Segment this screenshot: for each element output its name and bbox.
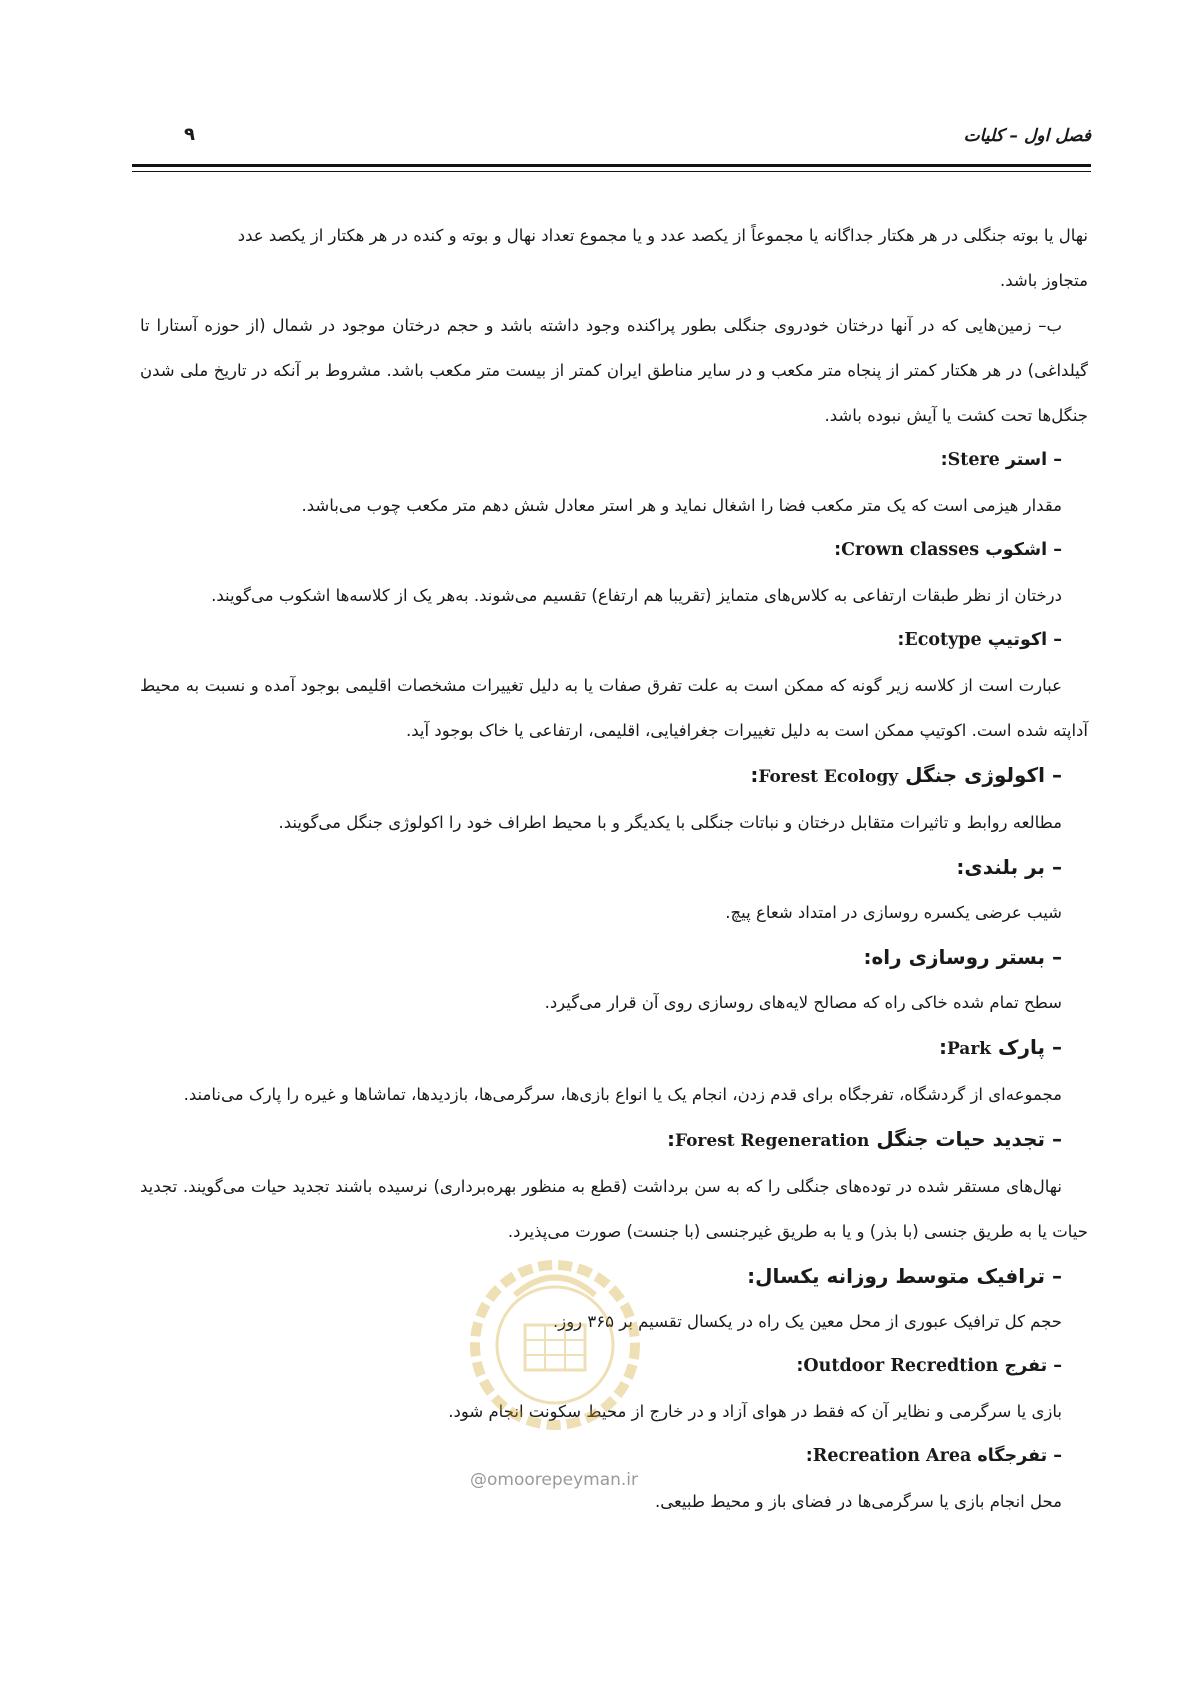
header-rule-thin	[132, 171, 1091, 172]
header-rule-thick	[132, 164, 1091, 167]
term-park	[140, 1025, 1088, 1072]
paragraph-2: ب– زمین‌هایی که در آنها درختان خودروی جنگلی بطور پراکنده وجود داشته باشد و حجم درختان موجود در شمال (از حوزه آستارا تا گیلداغی) در هر هکتار کمتر از پنجاه متر مکعب و در سایر مناطق ایران کمتر از بیست متر مکعب باشد. مشروط بر آنکه در تاریخ ملی شدن جنگل‌ها تحت کشت یا آیش نبوده باشد.	[140, 316, 1088, 425]
paragraph-1-line-2: متجاوز باشد.	[999, 271, 1088, 290]
term-en: Forest Ecology	[758, 767, 899, 787]
term-en: Forest Regeneration	[674, 1131, 870, 1151]
term-colon: :	[940, 450, 948, 470]
term-crown-classes	[140, 528, 1088, 573]
term-forest-regeneration	[140, 1117, 1088, 1164]
term-fa: – تجدید حیات جنگل	[869, 1127, 1062, 1151]
watermark-text: @omoorepeyman.ir	[470, 1470, 639, 1490]
term-colon: :	[796, 1356, 804, 1376]
paragraph-1	[140, 213, 1088, 303]
definition-aadt: حجم کل ترافیک عبوری از محل معین یک راه در یکسال تقسیم بر ۳۶۵ روز.	[552, 1312, 1062, 1331]
term-colon: :	[666, 1127, 675, 1151]
definition-outdoor-recreation: بازی یا سرگرمی و نظایر آن که فقط در هوای آزاد و در خارج از محیط سکونت انجام شود.	[448, 1402, 1062, 1421]
definition-recreation-area: محل انجام بازی یا سرگرمی‌ها در فضای باز و محیط طبیعی.	[654, 1492, 1062, 1511]
term-subgrade	[140, 935, 1088, 980]
paragraph-1-line-1: نهال یا بوته جنگلی در هر هکتار جداگانه یا مجموعاً از یکصد عدد و یا مجموع تعداد نهال و بوته و کنده در هر هکتار از یکصد عدد	[237, 226, 1088, 245]
term-fa: – بستر روسازی راه:	[863, 945, 1062, 969]
term-fa: – اشکوب	[979, 540, 1062, 560]
term-superelevation	[140, 845, 1088, 890]
term-stere	[140, 438, 1088, 483]
term-fa: – اکولوژی جنگل	[898, 763, 1062, 787]
term-colon: :	[805, 1446, 813, 1466]
term-fa: – استر	[999, 450, 1062, 470]
term-fa: – ترافیک متوسط روزانه یکسال:	[747, 1264, 1062, 1288]
definition-crown-classes: درختان از نظر طبقات ارتفاعی به کلاس‌های متمایز (تقریبا هم ارتفاع) تقسیم می‌شوند. به‌هر یک از کلاسه‌ها اشکوب می‌گویند.	[211, 586, 1062, 605]
running-title: فصل اول – کلیات	[963, 126, 1091, 146]
definition-stere: مقدار هیزمی است که یک متر مکعب فضا را اشغال نماید و هر استر معادل شش دهم متر مکعب چوب می‌باشد.	[301, 496, 1062, 515]
term-colon: :	[750, 763, 759, 787]
term-forest-ecology	[140, 753, 1088, 800]
definition-forest-ecology: مطالعه روابط و تاثیرات متقابل درختان و نباتات جنگلی با یکدیگر و با محیط اطراف خود را اکولوژی جنگل می‌گویند.	[278, 813, 1062, 832]
watermark-seal-icon	[455, 1240, 655, 1470]
page-header	[132, 112, 1091, 172]
definition-superelevation: شیب عرضی یکسره روسازی در امتداد شعاع پیچ.	[725, 903, 1062, 922]
term-en: Recreation Area	[812, 1446, 972, 1466]
term-fa: – اکوتیپ	[981, 630, 1062, 650]
term-en: Ecotype	[904, 630, 982, 650]
term-fa: – تفرجگاه	[971, 1446, 1062, 1466]
definition-forest-regeneration: نهال‌های مستقر شده در توده‌های جنگلی را که به سن برداشت (قطع به منظور بهره‌برداری) نرسیده باشند تجدید حیات می‌گویند. تجدید حیات یا به طریق جنسی (با بذر) و یا به طریق غیرجنسی (با جنست) صورت می‌پذیرد.	[140, 1177, 1088, 1241]
term-colon: :	[834, 540, 842, 560]
term-colon: :	[897, 630, 905, 650]
term-fa: – تفرج	[998, 1356, 1062, 1376]
term-en: Outdoor Recredtion	[803, 1356, 999, 1376]
definition-park: مجموعه‌ای از گردشگاه، تفرجگاه برای قدم زدن، انجام یک یا انواع بازی‌ها، سرگرمی‌ها، بازدیدها، تماشاها و غیره را پارک می‌نامند.	[183, 1085, 1062, 1104]
definition-subgrade: سطح تمام شده خاکی راه که مصالح لایه‌های روسازی روی آن قرار می‌گیرد.	[544, 993, 1062, 1012]
term-fa: – پارک	[991, 1035, 1062, 1059]
term-fa: – بر بلندی:	[956, 855, 1062, 879]
term-en: Stere	[947, 450, 1000, 470]
term-en: Park	[946, 1039, 992, 1059]
definition-ecotype: عبارت است از کلاسه زیر گونه که ممکن است به علت تفرق صفات یا به دلیل تغییرات مشخصات اقلیمی بوجود آمده و نسبت به محیط آداپته شده است. اکوتیپ ممکن است به دلیل تغییرات جغرافیایی، اقلیمی، ارتفاعی یا خاک بوجود آید.	[140, 676, 1088, 740]
term-en: Crown classes	[841, 540, 980, 560]
term-ecotype	[140, 618, 1088, 663]
page-number: ۹	[184, 124, 195, 145]
term-colon: :	[938, 1035, 947, 1059]
